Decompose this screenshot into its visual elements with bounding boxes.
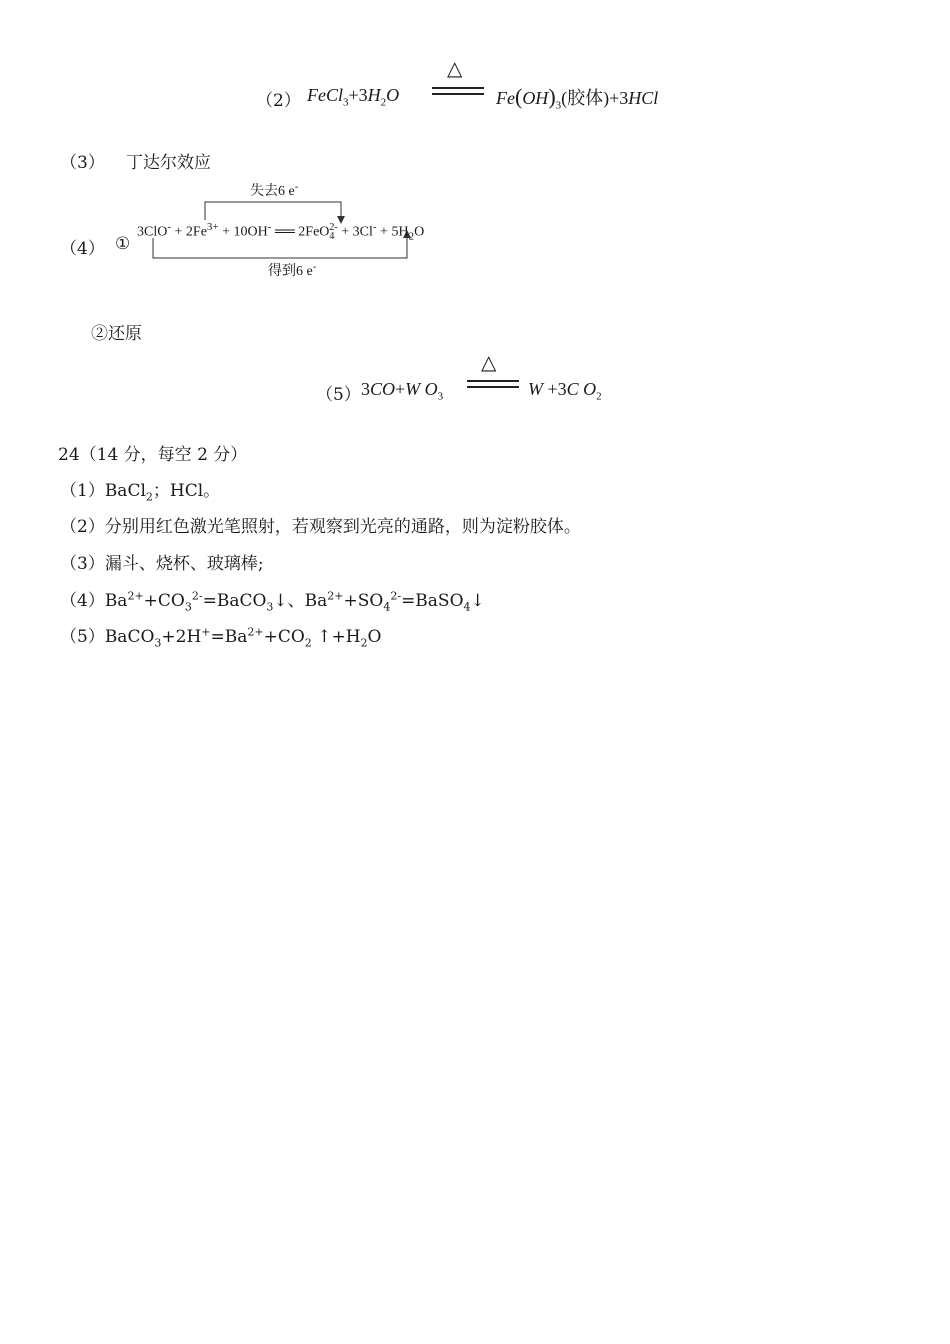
gain-electron-label: 得到6 e-	[268, 260, 317, 279]
q23-item2-label: （2）	[256, 91, 301, 111]
q23-item2-lhs	[307, 85, 399, 109]
q23-item4-label: （4）	[60, 239, 105, 259]
lhs-o: O	[386, 85, 400, 105]
q23-item2-condition: △	[447, 56, 463, 80]
rhs-plus3: +3	[609, 88, 629, 108]
lose-electron-line	[205, 202, 341, 220]
q23-item4-circle1: ①	[115, 234, 131, 254]
lhs-fecl: FeC	[307, 85, 338, 105]
rhs-sub3: 3	[555, 99, 562, 112]
q23-item5-double-bar-bottom	[467, 386, 519, 388]
q24-header: 24（14 分，每空 2 分）	[58, 445, 248, 465]
lose-electron-label: 失去6 e-	[250, 180, 299, 199]
rhs-oh: OH	[522, 88, 549, 108]
q24-answer-4: $(4)Ba^{2+}+CO_3^{2-}=BaCO_3↓$、$Ba^{2+}+SO_4^{2-}=BaSO_4↓$	[60, 589, 485, 614]
q23-item5-lhs: 3CO+W $O_3$	[361, 379, 444, 403]
q24-answer-5: $(5)BaCO_3+2H^+=Ba^{2+}+CO_2$ $↑+H_2O$	[60, 625, 382, 650]
q23-item2-rhs: $Fe(OH)_3$(胶体)+3HCl	[496, 84, 659, 112]
lhs-sub2: 2	[380, 96, 387, 109]
q23-item3-label: （3）	[60, 153, 105, 173]
q23-item5-condition: △	[481, 350, 497, 374]
lhs-h: H	[367, 85, 381, 105]
q23-item4-circle2-answer: ②还原	[91, 324, 142, 344]
rhs-fe: Fe	[496, 88, 515, 108]
redox-equation: $3ClO^- + 2Fe^{3+} + 10OH^-$ ══ 2FeO 2- 4 + $3Cl^- + 5H_2O$	[137, 221, 425, 243]
lhs-sub3: 3	[343, 96, 349, 109]
q23-item3-answer: 丁达尔效应	[126, 153, 211, 173]
rhs-hcl: HCl	[628, 88, 659, 108]
rhs-colloid-note: (胶体)	[561, 88, 610, 108]
lhs-plus3: +3	[348, 85, 368, 105]
q24-answer-1: （1）BaCl$_2$；HCl。	[60, 481, 221, 504]
q23-item2-double-bar-top	[432, 87, 484, 89]
q23-item2-double-bar-bottom	[432, 93, 484, 95]
q23-item5-label: （5）	[316, 385, 361, 405]
q24-answer-2: （2）分别用红色激光笔照射，若观察到光亮的通路，则为淀粉胶体。	[60, 517, 581, 537]
q23-item5-double-bar-top	[467, 380, 519, 382]
q23-item5-rhs: W +3C $O_2$	[528, 379, 602, 403]
q24-answer-3: （3）漏斗、烧杯、玻璃棒;	[60, 554, 264, 574]
lhs-l: l	[338, 85, 344, 105]
